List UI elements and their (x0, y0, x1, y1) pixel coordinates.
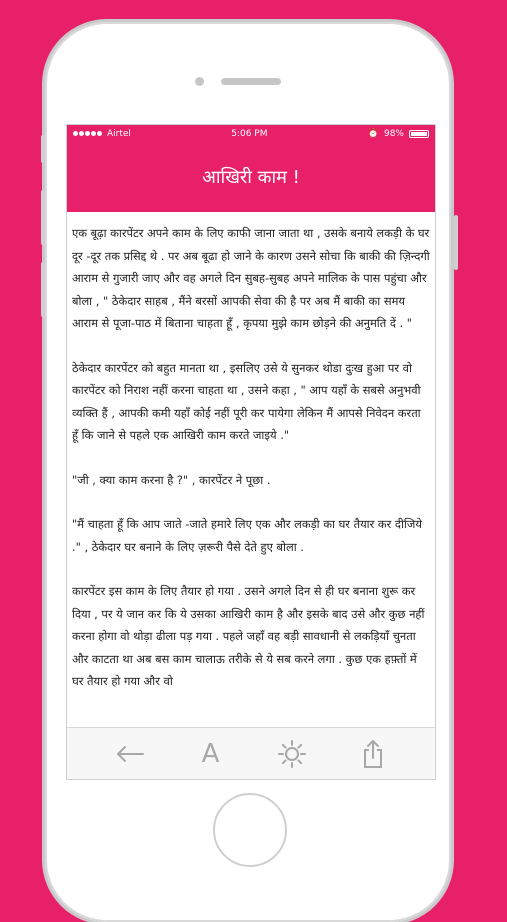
story-content[interactable] (67, 212, 435, 715)
sun-icon (278, 740, 306, 768)
bottom-toolbar (67, 727, 435, 779)
story-paragraph: "जी , क्या काम करना है ?" , कारपेंटर ने पूछा . (72, 472, 271, 487)
earpiece-speaker (221, 78, 281, 85)
carrier-name: Airtel (107, 128, 131, 139)
back-button[interactable] (113, 737, 147, 771)
mute-switch (41, 135, 45, 163)
alarm-icon: ⏰ (367, 128, 379, 139)
share-button[interactable] (356, 737, 390, 771)
power-button (454, 215, 458, 270)
front-camera (195, 77, 204, 86)
share-icon (361, 739, 385, 769)
home-button[interactable] (213, 793, 287, 867)
story-paragraph: ठेकेदार कारपेंटर को बहुत मानता था , इसलिए उसे ये सुनकर थोडा दुःख हुआ पर वो कारपेंटर को निराश नहीं करना चाहता था , उसने कहा , " आप यहाँ के सबसे अनुभवी व्यक्ति हैं , आपकी कमी यहाँ कोई नहीं पूरी कर पायेगा लेकिन मैं आपसे निवेदन करता हूँ कि जाने से पहले एक आखिरी काम करते जाइये ." (72, 360, 421, 442)
page-title: आखिरी काम ! (202, 167, 300, 188)
battery-icon (409, 130, 429, 138)
status-bar (67, 125, 435, 142)
font-icon: A (201, 738, 220, 769)
signal-strength-icon (73, 131, 102, 136)
app-screen (66, 124, 436, 780)
brightness-button[interactable] (275, 737, 309, 771)
volume-down-button (41, 262, 45, 317)
title-bar (67, 142, 435, 212)
arrow-left-icon (115, 744, 145, 764)
battery-percent: 98% (383, 128, 404, 139)
story-paragraph: कारपेंटर इस काम के लिए तैयार हो गया . उसने अगले दिन से ही घर बनाना शुरू कर दिया , पर ये जान कर कि ये उसका आखिरी काम है और इसके बाद उसे और कुछ नहीं करना होगा वो थोड़ा ढीला पड़ गया . पहले जहाँ वह बड़ी सावधानी से लकड़ियाँ चुनता और काटता था अब बस काम चालाऊ तरीके से ये सब करने लगा . कुछ एक हफ़्तों में घर तैयार हो गया और वो (72, 584, 425, 688)
volume-up-button (41, 190, 45, 245)
story-paragraph: "मैं चाहता हूँ कि आप जाते -जाते हमारे लिए एक और लकड़ी का घर तैयार कर दीजिये ." , ठेकेदार घर बनाने के लिए ज़रूरी पैसे देते हुए बोला . (72, 517, 422, 554)
status-time: 5:06 PM (231, 128, 268, 139)
story-paragraph: एक बूढ़ा कारपेंटर अपने काम के लिए काफी जाना जाता था , उसके बनाये लकड़ी के घर दूर -दूर तक प्रसिद्द थे . पर अब बूढा हो जाने के कारण उसने सोचा कि बाकी की ज़िन्दगी आराम से गुजारी जाए और वह अगले दिन सुबह-सुबह अपने मालिक के पास पहुंचा और बोला , " ठेकेदार साहब , मैंने बरसों आपकी सेवा की है पर अब मैं बाकी का समय आराम से पूजा-पाठ में बिताना चाहता हूँ , कृपया मुझे काम छोड़ने की अनुमति दें . " (72, 226, 430, 330)
font-size-button[interactable] (194, 737, 228, 771)
